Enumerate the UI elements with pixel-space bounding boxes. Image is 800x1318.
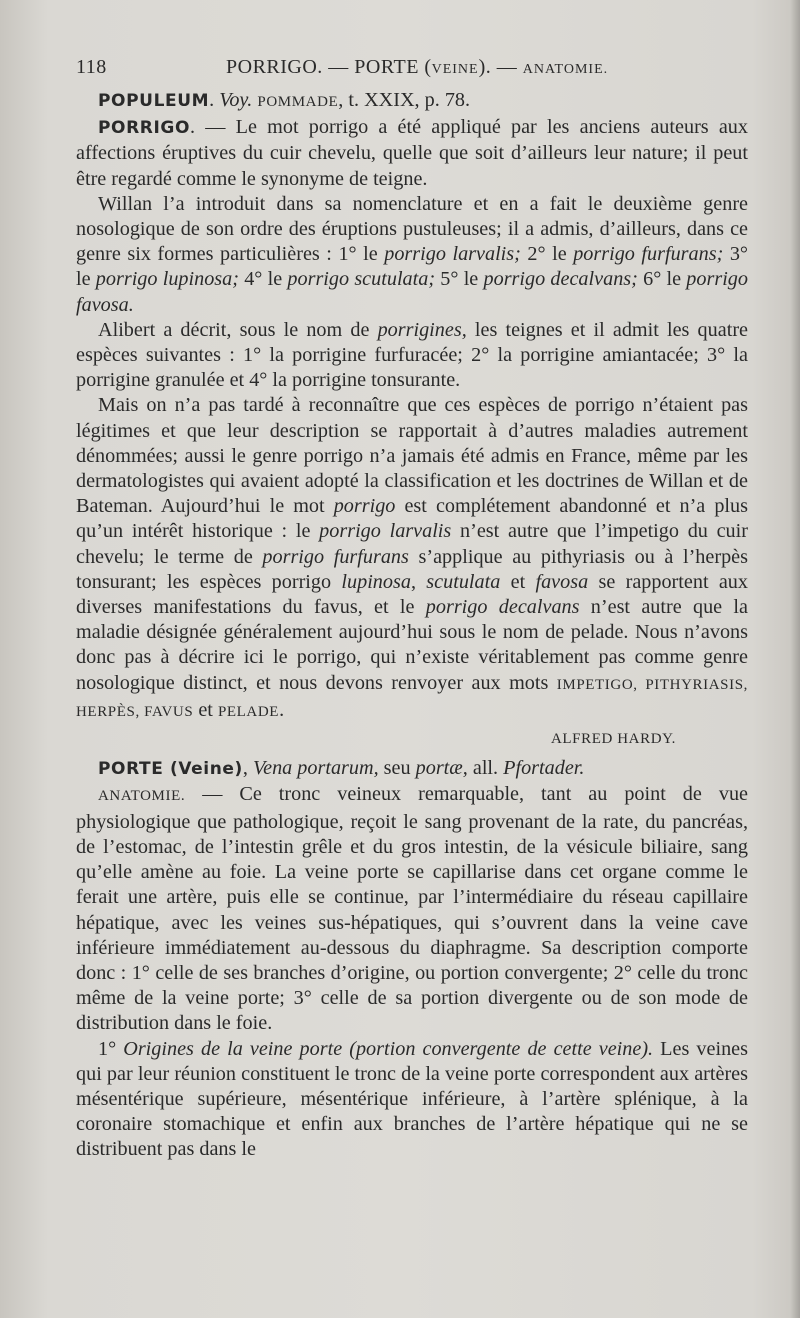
book-spine-shadow (790, 0, 800, 1318)
paragraph: Mais on n’a pas tardé à reconnaître que ces espèces de porrigo n’étaient pas légitimes et que leur description se rapportait à d’autres maladies autrement dénommées; aussi le genre porrigo n’a jamais été admis en France, même par les dermatologistes qui avaient adopté la classification et les doctrines de Willan et de Bateman. Aujourd’hui le mot porrigo est complétement abandonné et n’a plus qu’un intérêt historique : le porrigo larvalis n’est autre que l’impetigo du cuir chevelu; le terme de porrigo furfurans s’applique au pithyriasis ou à l’herpès tonsurant; les espèces porrigo lupinosa, scutulata et favosa se rapportent aux diverses manifestations du favus, et le porrigo decalvans n’est autre que la maladie désignée généralement aujourd’hui sous le nom de pelade. Nous n’avons donc pas à décrire ici le porrigo, qui n’existe véritablement pas comme genre nosologique distinct, et nous devons renvoyer aux mots IMPETIGO, PITHYRIASIS, HERPÈS, FAVUS et PELADE. (76, 394, 748, 721)
paragraph: ANATOMIE. — Ce tronc veineux remarquable, tant au point de vue physiologique que pathologique, reçoit le sang provenant de la rate, du pancréas, de l’estomac, de l’intestin grêle et du gros intestin, de la vésicule biliaire, sang qu’elle amène au foie. La veine porte se capillarise dans cet organe comme le ferait une artère, puis elle se continue, par l’intermédiaire du réseau capillaire hépatique, avec les veines sus-hépatiques, qui s’ouvrent dans la veine cave inférieure immédiatement au-dessous du diaphragme. Sa description comporte donc : 1° celle de ses branches d’origine, ou portion convergente; 2° celle du tronc même de la veine porte; 3° celle de sa portion divergente ou de son mode de distribution dans le foie. (76, 783, 748, 1035)
entry-porrigo-intro: PORRIGO. — Le mot porrigo a été appliqué par les anciens auteurs aux affections éruptives du cuir chevelu, quelle que soit d’ailleurs leur nature; il peut être regardé comme le synonyme de teigne. (76, 116, 748, 190)
section-label: ANATOMIE. (98, 788, 186, 805)
paragraph: 1° Origines de la veine porte (portion convergente de cette veine). Les veines qui par leur réunion constituent le tronc de la veine porte correspondent aux artères mésentérique supérieure, mésentérique inférieure, à l’artère splénique, à la coronaire stomachique et enfin aux branches de l’artère hépatique qui ne se distribuent pas dans le (76, 1037, 748, 1161)
headword: POPULEUM (98, 91, 210, 111)
headword: PORTE (Veine) (98, 759, 243, 780)
running-header (76, 56, 748, 86)
author-signature: ALFRED HARDY. (550, 731, 676, 748)
cross-references: IMPETIGO, PITHYRIASIS, HERPÈS, FAVUS (76, 676, 748, 720)
headword: PORRIGO (98, 118, 191, 139)
page-number: 118 (76, 56, 107, 78)
entry-porte-title: PORTE (Veine), Vena portarum, seu portæ, all. Pfortader. (98, 757, 585, 780)
body-text (76, 88, 748, 1163)
paragraph: Willan l’a introduit dans sa nomenclature et en a fait le deuxième genre nosologique de son ordre des éruptions pustuleuses; il a admis, d’ailleurs, dans ce genre six formes particulières : 1° le porrigo larvalis; 2° le porrigo furfurans; 3° le porrigo lupinosa; 4° le porrigo scutulata; 5° le porrigo decalvans; 6° le porrigo favosa. (76, 192, 748, 316)
paragraph: Alibert a décrit, sous le nom de porrigines, les teignes et il admit les quatre espèces suivantes : 1° la porrigine furfuracée; 2° la porrigine amiantacée; 3° la porrigine granulée et 4° la porrigine tonsurante. (76, 318, 748, 392)
running-title: PORRIGO. — PORTE (VEINE). — ANATOMIE. (226, 56, 609, 78)
entry-populeum: POPULEUM. Voy. POMMADE, t. XXIX, p. 78. (98, 89, 471, 111)
